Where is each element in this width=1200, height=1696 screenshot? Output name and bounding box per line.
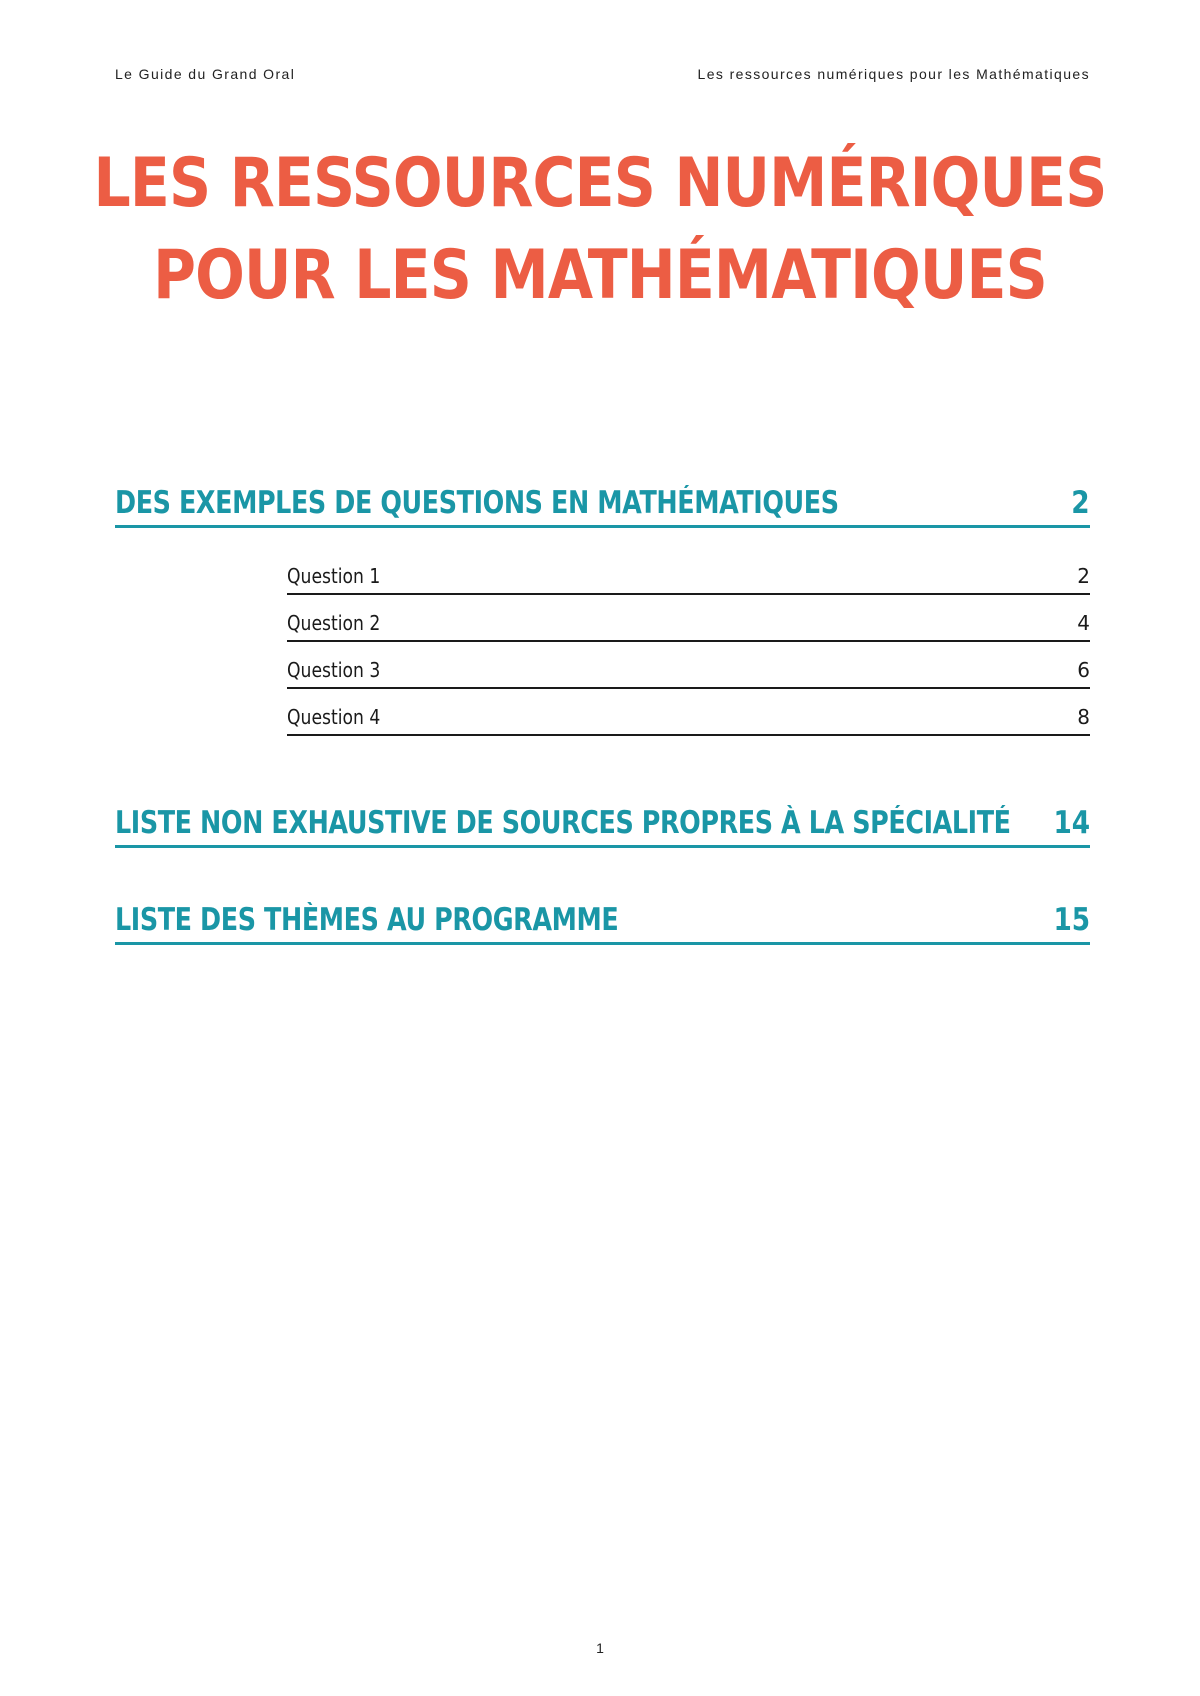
toc-item-page: 4: [1077, 611, 1090, 635]
page-number: 1: [596, 1640, 604, 1656]
toc-section-examples[interactable]: [115, 485, 1090, 528]
toc-item-question-2[interactable]: [287, 595, 1090, 642]
title-line-1: LES RESSOURCES NUMÉRIQUES: [93, 144, 1107, 223]
toc-section-label: LISTE DES THÈMES AU PROGRAMME: [115, 902, 619, 938]
toc-section-label: DES EXEMPLES DE QUESTIONS EN MATHÉMATIQUES: [115, 485, 839, 521]
title-line-2: POUR LES MATHÉMATIQUES: [153, 236, 1047, 315]
toc-item-question-1[interactable]: [287, 548, 1090, 595]
toc-section-sources[interactable]: [115, 805, 1090, 848]
toc-section-page: 2: [1071, 485, 1090, 521]
header-section-title: Les ressources numériques pour les Mathématiques: [697, 66, 1090, 82]
toc-section-page: 14: [1053, 805, 1090, 841]
document-title: [84, 138, 1116, 322]
toc-item-label: Question 1: [287, 564, 381, 588]
toc-section-label: LISTE NON EXHAUSTIVE DE SOURCES PROPRES À LA SPÉCIALITÉ: [115, 805, 1011, 841]
toc-item-page: 6: [1077, 658, 1090, 682]
toc-item-label: Question 3: [287, 658, 381, 682]
running-header: [115, 66, 1090, 82]
toc-item-page: 8: [1077, 705, 1090, 729]
toc-item-page: 2: [1077, 564, 1090, 588]
toc-item-label: Question 2: [287, 611, 381, 635]
toc-item-question-3[interactable]: [287, 642, 1090, 689]
toc-item-label: Question 4: [287, 705, 381, 729]
toc-item-question-4[interactable]: [287, 689, 1090, 736]
toc-sub-list: [287, 548, 1090, 736]
toc-section-themes[interactable]: [115, 902, 1090, 945]
header-guide-title: Le Guide du Grand Oral: [115, 66, 296, 82]
toc-section-page: 15: [1053, 902, 1090, 938]
